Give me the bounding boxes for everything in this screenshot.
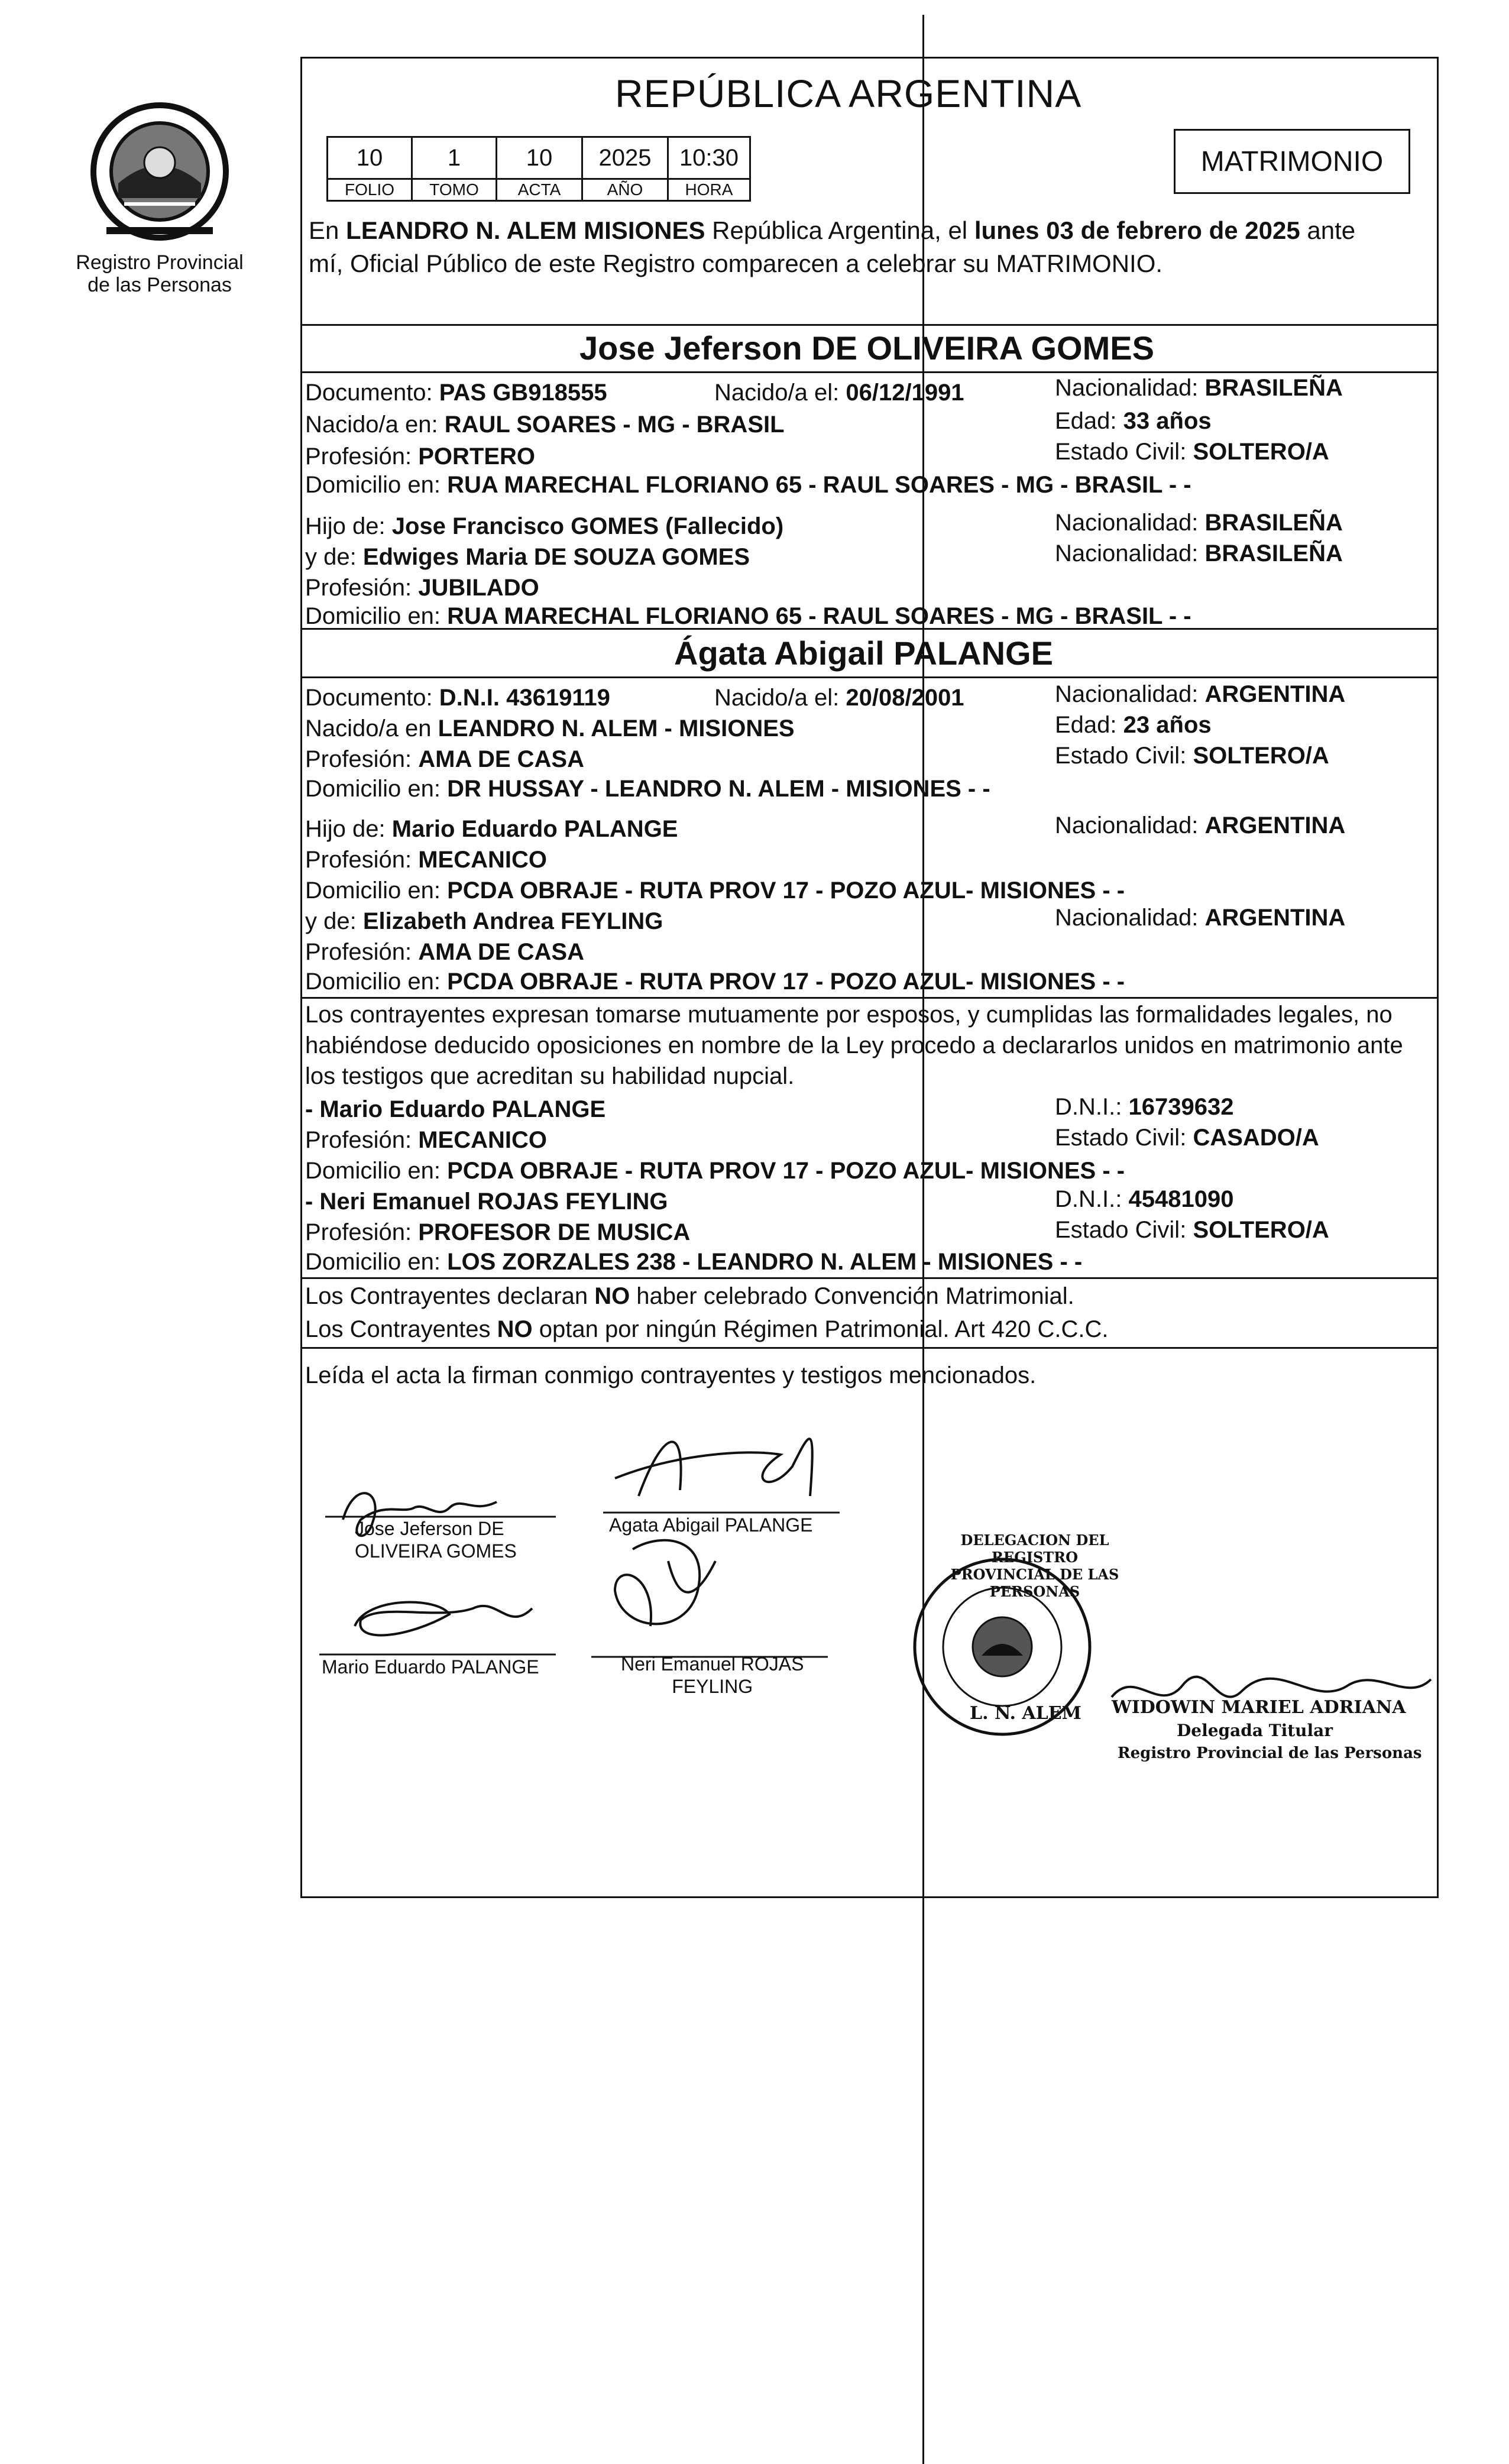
official-org: Registro Provincial de las Personas <box>1118 1744 1422 1762</box>
spouse2-father-address: Domicilio en: PCDA OBRAJE - RUTA PROV 17 - POZO AZUL- MISIONES - - <box>305 878 1125 904</box>
divider-header <box>300 324 1439 326</box>
spouse2-mother-profession: Profesión: AMA DE CASA <box>305 939 584 965</box>
spouse1-father-nat: Nacionalidad: BRASILEÑA <box>1055 510 1343 536</box>
signature-witness1 <box>319 1573 568 1668</box>
tomo-label: TOMO <box>412 179 497 201</box>
divider-spouse1-name <box>300 371 1439 373</box>
spouse1-doc: Documento: PAS GB918555 <box>305 380 607 406</box>
signature-caption-witness1: Mario Eduardo PALANGE <box>322 1656 539 1678</box>
spouse1-mother-nat: Nacionalidad: BRASILEÑA <box>1055 540 1343 566</box>
province-logo <box>83 95 237 248</box>
spouse2-mother-nat: Nacionalidad: ARGENTINA <box>1055 905 1346 931</box>
spouse1-name: Jose Jeferson DE OLIVEIRA GOMES <box>579 329 1154 367</box>
spouse2-nationality: Nacionalidad: ARGENTINA <box>1055 681 1346 707</box>
folio-value: 10 <box>328 137 412 179</box>
intro-text: En <box>309 216 347 244</box>
witness2-name: - Neri Emanuel ROJAS FEYLING <box>305 1189 668 1215</box>
year-label: AÑO <box>582 179 668 201</box>
declaration-line1: Los contrayentes expresan tomarse mutuamente por esposos, y cumplidas las formalidades legales, no <box>305 1002 1393 1028</box>
logo-caption-line2: de las Personas <box>88 274 232 296</box>
divider-convention <box>300 1277 1439 1279</box>
signature-witness2 <box>579 1526 840 1662</box>
logo-caption-line1: Registro Provincial <box>76 251 244 274</box>
spouse1-mother: y de: Edwiges Maria DE SOUZA GOMES <box>305 544 750 570</box>
acta-label: ACTA <box>497 179 582 201</box>
declaration-paragraph <box>305 999 1437 1092</box>
spouse2-profession: Profesión: AMA DE CASA <box>305 746 584 772</box>
acta-value: 10 <box>497 137 582 179</box>
spouse1-age: Edad: 33 años <box>1055 408 1212 434</box>
page-title: REPÚBLICA ARGENTINA <box>615 72 1082 115</box>
intro-line2: mí, Oficial Público de este Registro comparecen a celebrar su MATRIMONIO. <box>309 250 1163 277</box>
spouse2-address: Domicilio en: DR HUSSAY - LEANDRO N. ALEM - MISIONES - - <box>305 776 990 802</box>
intro-paragraph <box>309 214 1432 280</box>
spouse2-mother: y de: Elizabeth Andrea FEYLING <box>305 908 663 934</box>
divider-declaration <box>300 997 1439 999</box>
spouse1-parent-profession: Profesión: JUBILADO <box>305 575 539 601</box>
signature-caption-witness2: Neri Emanuel ROJAS FEYLING <box>621 1653 804 1697</box>
spouse2-father-nat: Nacionalidad: ARGENTINA <box>1055 812 1346 838</box>
signature-caption-spouse2: Agata Abigail PALANGE <box>609 1514 813 1536</box>
official-role: Delegada Titular <box>1177 1721 1333 1740</box>
witness2-address: Domicilio en: LOS ZORZALES 238 - LEANDRO N. ALEM - MISIONES - - <box>305 1249 1083 1275</box>
intro-place: LEANDRO N. ALEM MISIONES <box>346 216 705 244</box>
witness1-address: Domicilio en: PCDA OBRAJE - RUTA PROV 17 - POZO AZUL- MISIONES - - <box>305 1158 1125 1184</box>
spouse2-doc: Documento: D.N.I. 43619119 <box>305 685 610 711</box>
spouse2-civil: Estado Civil: SOLTERO/A <box>1055 743 1329 769</box>
official-name: WIDOWIN MARIEL ADRIANA <box>1112 1697 1406 1718</box>
hour-label: HORA <box>668 179 750 201</box>
witness2-dni: D.N.I.: 45481090 <box>1055 1186 1234 1212</box>
logo-caption <box>71 251 248 296</box>
intro-text: ante <box>1300 216 1356 244</box>
declaration-line3: los testigos que acreditan su habilidad nupcial. <box>305 1063 795 1089</box>
regime-statement: Los Contrayentes NO optan por ningún Régimen Patrimonial. Art 420 C.C.C. <box>305 1316 1109 1342</box>
spouse2-age: Edad: 23 años <box>1055 712 1212 738</box>
spouse1-nationality: Nacionalidad: BRASILEÑA <box>1055 375 1343 401</box>
act-type-box: MATRIMONIO <box>1174 129 1410 194</box>
year-value: 2025 <box>582 137 668 179</box>
folio-label: FOLIO <box>328 179 412 201</box>
divider-closing <box>300 1347 1439 1349</box>
intro-text: República Argentina, el <box>705 216 974 244</box>
hour-value: 10:30 <box>668 137 750 179</box>
spouse1-born: Nacido/a el: 06/12/1991 <box>714 380 964 406</box>
witness1-dni: D.N.I.: 16739632 <box>1055 1094 1234 1120</box>
signature-caption-spouse1: Jose Jeferson DE OLIVEIRA GOMES <box>355 1518 517 1562</box>
convention-statement: Los Contrayentes declaran NO haber celebrado Convención Matrimonial. <box>305 1283 1074 1309</box>
tomo-value: 1 <box>412 137 497 179</box>
seal-ring-text: DELEGACION DEL REGISTRO PROVINCIAL DE LAS PERSONAS <box>950 1531 1119 1600</box>
witness1-civil: Estado Civil: CASADO/A <box>1055 1125 1319 1151</box>
spouse2-birthplace: Nacido/a en LEANDRO N. ALEM - MISIONES <box>305 715 795 742</box>
spouse1-profession: Profesión: PORTERO <box>305 443 536 470</box>
intro-date: lunes 03 de febrero de 2025 <box>974 216 1300 244</box>
witness1-profession: Profesión: MECANICO <box>305 1127 548 1153</box>
spouse2-born: Nacido/a el: 20/08/2001 <box>714 685 964 711</box>
declaration-line2: habiéndose deducido oposiciones en nombre de la Ley procedo a declararlos unidos en matrimonio ante <box>305 1032 1403 1058</box>
spouse2-mother-address: Domicilio en: PCDA OBRAJE - RUTA PROV 17 - POZO AZUL- MISIONES - - <box>305 969 1125 995</box>
closing-statement: Leída el acta la firman conmigo contrayentes y testigos mencionados. <box>305 1362 1037 1388</box>
spouse2-name: Ágata Abigail PALANGE <box>674 634 1053 672</box>
witness2-civil: Estado Civil: SOLTERO/A <box>1055 1217 1329 1243</box>
witness1-name: - Mario Eduardo PALANGE <box>305 1096 606 1122</box>
spouse2-father: Hijo de: Mario Eduardo PALANGE <box>305 816 678 842</box>
spouse1-parent-address: Domicilio en: RUA MARECHAL FLORIANO 65 - RAUL SOARES - MG - BRASIL - - <box>305 603 1191 629</box>
registry-table <box>326 136 751 202</box>
signature-spouse2 <box>591 1407 851 1526</box>
spouse1-birthplace: Nacido/a en: RAUL SOARES - MG - BRASIL <box>305 412 785 438</box>
spouse2-father-profession: Profesión: MECANICO <box>305 847 548 873</box>
divider-spouse2-name <box>300 676 1439 678</box>
spouse1-civil: Estado Civil: SOLTERO/A <box>1055 439 1329 465</box>
witness2-profession: Profesión: PROFESOR DE MUSICA <box>305 1219 691 1245</box>
spouse1-father: Hijo de: Jose Francisco GOMES (Fallecido) <box>305 513 784 539</box>
spouse1-address: Domicilio en: RUA MARECHAL FLORIANO 65 - RAUL SOARES - MG - BRASIL - - <box>305 472 1191 498</box>
seal-bottom-text: L. N. ALEM <box>970 1703 1081 1724</box>
